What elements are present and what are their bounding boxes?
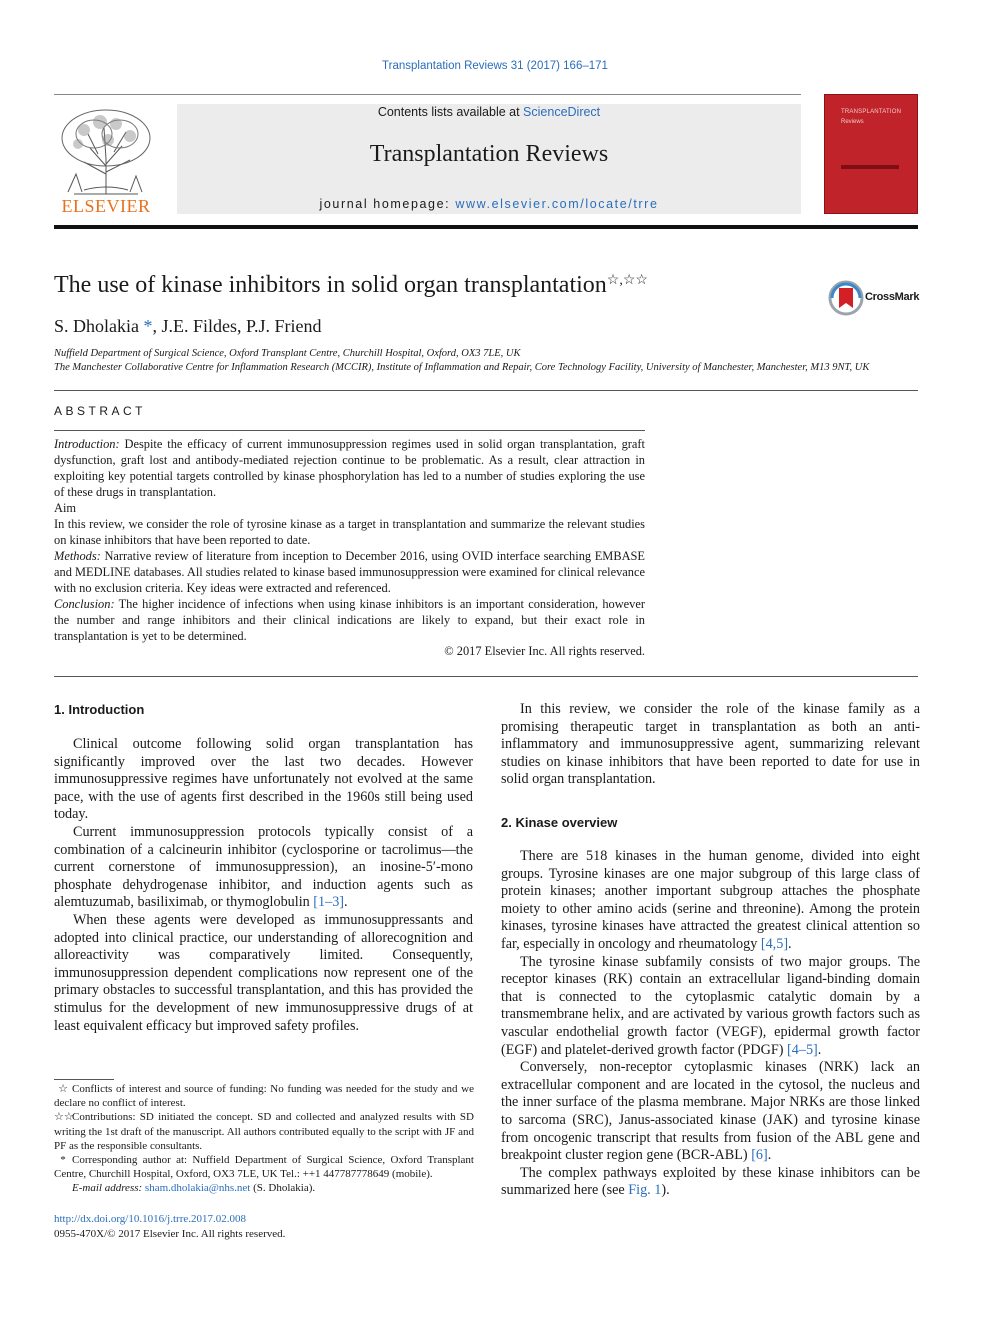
journal-homepage-link[interactable]: www.elsevier.com/locate/trre — [455, 197, 659, 211]
abstract-heading: ABSTRACT — [54, 404, 147, 418]
citation-link[interactable]: [6] — [751, 1147, 768, 1164]
footnote-mark: * — [60, 1154, 66, 1167]
right-column-continued — [501, 848, 920, 1200]
doi-link[interactable]: http://dx.doi.org/10.1016/j.trre.2017.02.008 — [54, 1213, 246, 1225]
footnote — [54, 1110, 474, 1153]
abstract-label: Conclusion: — [54, 597, 115, 611]
cover-title: TRANSPLANTATION — [841, 109, 902, 115]
body-paragraph: Clinical outcome following solid organ transplantation has significantly improved over the last two decades. However immunosuppressive regimes have unfortunately not evolved at the same pace, with the use of agents first described in the 1960s still being used today. — [54, 736, 473, 823]
footnote-rule — [54, 1079, 114, 1080]
publisher-name: ELSEVIER — [61, 196, 151, 216]
figure-link[interactable]: Fig. 1 — [628, 1182, 662, 1199]
section-heading-introduction: 1. Introduction — [54, 702, 145, 717]
paragraph-text: There are 518 kinases in the human genome, divided into eight groups. Tyrosine kinases are one major subgroup of this large class of protein kinases; another important subgroup attaches the phosphate moiety to other amino acids (serine and threonine). Among the protein kinases, tyrosine kinases have attracted the greatest clinical attention so far, especially in oncology and rheumatology — [501, 848, 920, 952]
abstract-text: Despite the efficacy of current immunosuppression regimes used in solid organ transplantation, graft dysfunction, graft lost and antibody-mediated rejection continue to be problematic. As a result, clear attraction in exploiting key potential targets controlled by kinase phosphorylation has led to a number of studies exploring the use of these drugs in transplantation. — [54, 437, 645, 499]
citation-link[interactable]: [1–3] — [313, 894, 345, 911]
paragraph-text: Conversely, non-receptor cytoplasmic kinases (NRK) lack an extracellular component and are located in the cytosol, the nucleus and the inner surface of the plasma membrane. Major NRKs are those linked to sarcoma (SRC), Janus-associated kinase (JAK) and tyrosine kinase from oncogenic transcript that results from fusion of the ABL gene and breakpoint cluster region gene (BCR-ABL) — [501, 1059, 920, 1164]
footnote-email — [54, 1181, 474, 1195]
email-suffix: (S. Dholakia). — [250, 1182, 316, 1195]
header-rule — [54, 94, 801, 95]
abstract-text: Narrative review of literature from inception to December 2016, using OVID interface searching EMBASE and MEDLINE databases. All studies related to kinase based immunosuppression were examined for clinical relevance with no exclusion criteria. Key ideas were extracted and referenced. — [54, 549, 645, 595]
email-label: E-mail address: — [72, 1182, 143, 1195]
left-column — [54, 736, 473, 1035]
right-column — [501, 701, 920, 789]
footnote — [54, 1082, 474, 1110]
body-paragraph: There are 518 kinases in the human genome, divided into eight groups. Tyrosine kinases are one major subgroup of this large class of protein kinases; another important subgroup attaches the phosphate moiety to other amino acids (serine and threonine). Among the protein kinases, tyrosine kinases have attracted the greatest clinical attention so far, especially in oncology and rheumatology [4,5]. — [501, 848, 920, 952]
section-heading-kinase-overview: 2. Kinase overview — [501, 815, 618, 830]
article-title — [54, 272, 648, 299]
abstract-paragraph — [54, 548, 645, 596]
footnote-mark: ☆☆ — [54, 1111, 74, 1124]
cover-subtitle: Reviews — [841, 119, 864, 125]
header-thick-rule — [54, 225, 918, 229]
issn-line: 0955-470X/© 2017 Elsevier Inc. All rights reserved. — [54, 1228, 286, 1240]
abstract-rule — [54, 430, 645, 431]
sciencedirect-link[interactable]: ScienceDirect — [523, 105, 601, 119]
abstract-label: Introduction: — [54, 437, 120, 451]
section-rule — [54, 676, 918, 677]
journal-title: Transplantation Reviews — [369, 141, 609, 167]
author-name: S. Dholakia — [54, 316, 139, 336]
abstract-label: Aim — [54, 501, 77, 515]
cover-bar — [841, 165, 899, 169]
abstract-paragraph — [54, 436, 645, 500]
corresponding-author-mark[interactable]: * — [139, 316, 153, 336]
affiliation: The Manchester Collaborative Centre for Inflammation Research (MCCIR), Institute of Inflammation and Repair, Core Technology Facility, University of Manchester, Manchester, M13 9NT, UK — [54, 362, 870, 373]
affiliation: Nuffield Department of Surgical Science, Oxford Transplant Centre, Churchill Hospital, Oxford, OX3 7LE, UK — [54, 348, 521, 359]
abstract-body — [54, 436, 645, 644]
abstract-copyright: © 2017 Elsevier Inc. All rights reserved. — [444, 644, 645, 658]
abstract-label: Methods: — [54, 549, 101, 563]
article-title-text: The use of kinase inhibitors in solid organ transplantation — [54, 272, 607, 298]
journal-cover-thumbnail[interactable] — [824, 94, 918, 214]
body-paragraph: When these agents were developed as immunosuppressants and adopted into clinical practice, our understanding of allorecognition and alloreactivity was comparatively limited. Consequently, immunosuppression dependent complications now represent one of the primary obstacles to successful transplantation, and this has provided the stimulus for the development of new immunosuppressive drugs of at least equivalent efficacy but improved safety profiles. — [54, 911, 473, 1034]
journal-citation-link[interactable]: Transplantation Reviews 31 (2017) 166–171 — [382, 60, 608, 72]
contents-prefix: Contents lists available at — [377, 105, 524, 119]
footnote-text: Contributions: SD initiated the concept. SD and collected and analyzed results with SD writing the 1st draft of the manuscript. All authors contributed equally to the script with JF and PF as the responsible consultants. — [54, 1111, 474, 1152]
body-paragraph: Conversely, non-receptor cytoplasmic kinases (NRK) lack an extracellular component and are located in the cytosol, the nucleus and the inner surface of the plasma membrane. Major NRKs are those linked to sarcoma (SRC), Janus-associated kinase (JAK) and tyrosine kinase from oncogenic transcript that results from fusion of the ABL gene and breakpoint cluster region gene (BCR-ABL) [6]. — [501, 1059, 920, 1164]
author-names: , J.E. Fildes, P.J. Friend — [152, 316, 322, 336]
abstract-paragraph: In this review, we consider the role of tyrosine kinase as a target in transplantation and summarize the relevant studies on kinase inhibitors that have been reported to date. — [54, 517, 645, 547]
title-footnote-marks[interactable]: ☆,☆☆ — [606, 273, 648, 288]
homepage-line — [177, 197, 801, 211]
paragraph-text: The tyrosine kinase subfamily consists of two major groups. The receptor kinases (RK) contain an extracellular ligand-binding domain that is connected to the cytoplasmic catalytic domain by a transmembrane helix, and are activated by various growth factors such as vascular endothelial growth factor (VEGF), epidermal growth factor (EGF) and platelet-derived growth factor (PDGF) — [501, 953, 920, 1058]
contents-line — [177, 105, 801, 119]
paragraph-text: The complex pathways exploited by these kinase inhibitors can be summarized here (see — [501, 1164, 920, 1199]
abstract-paragraph — [54, 596, 645, 644]
abstract-text: The higher incidence of infections when using kinase inhibitors is an important consideration, however the number and range inhibitors and their clinical indications are likely to expand, but their exact role in transplantation is yet to be determined. — [54, 597, 645, 643]
footnote — [54, 1153, 474, 1181]
footnote-text: Conflicts of interest and source of funding: No funding was needed for the study and we declare no conflict of interest. — [54, 1083, 474, 1110]
footnotes — [54, 1082, 474, 1196]
paragraph-text: Current immunosuppression protocols typically consist of a combination of a calcineurin inhibitor (cyclosporine or tacrolimus—the current cornerstone of immunosuppression), an inosine-5′-mono phosphate dehydrogenase inhibitor, and induction agents such as alemtuzumab, basiliximab, or thymoglobulin — [54, 823, 473, 911]
footnote-text: Corresponding author at: Nuffield Department of Surgical Science, Oxford Transplant Centre, Churchill Hospital, Oxford, OX3 7LE, UK Tel.: ++1 447787778649 (mobile). — [54, 1154, 474, 1181]
citation-link[interactable]: [4–5] — [787, 1041, 818, 1058]
crossmark-label[interactable]: CrossMark — [865, 291, 920, 303]
body-paragraph: The tyrosine kinase subfamily consists of two major groups. The receptor kinases (RK) contain an extracellular ligand-binding domain that is connected to the cytoplasmic catalytic domain by a transmembrane helix, and are activated by various growth factors such as vascular endothelial growth factor (VEGF), epidermal growth factor (EGF) and platelet-derived growth factor (PDGF) [4–5]. — [501, 953, 920, 1058]
body-paragraph: In this review, we consider the role of the kinase family as a promising therapeutic target in transplantation as both an anti-inflammatory and immunosuppressive agent, summarizing relevant studies on kinase inhibitors that have been reported to date for use in solid organ transplantation. — [501, 701, 920, 788]
citation-link[interactable]: [4,5] — [760, 935, 789, 952]
email-link[interactable]: sham.dholakia@nhs.net — [144, 1182, 251, 1195]
section-rule — [54, 390, 918, 391]
body-paragraph: Current immunosuppression protocols typically consist of a combination of a calcineurin inhibitor (cyclosporine or tacrolimus—the current cornerstone of immunosuppression), an inosine-5′-mono phosphate dehydrogenase inhibitor, and induction agents such as alemtuzumab, basiliximab, or thymoglobulin [1–3]. — [54, 823, 473, 911]
crossmark-icon[interactable] — [828, 280, 868, 316]
paragraph-text: ). — [661, 1182, 670, 1199]
footnote-mark: ☆ — [58, 1083, 68, 1095]
homepage-prefix: journal homepage: — [319, 197, 456, 211]
author-list — [54, 316, 322, 337]
body-paragraph — [501, 1165, 920, 1200]
